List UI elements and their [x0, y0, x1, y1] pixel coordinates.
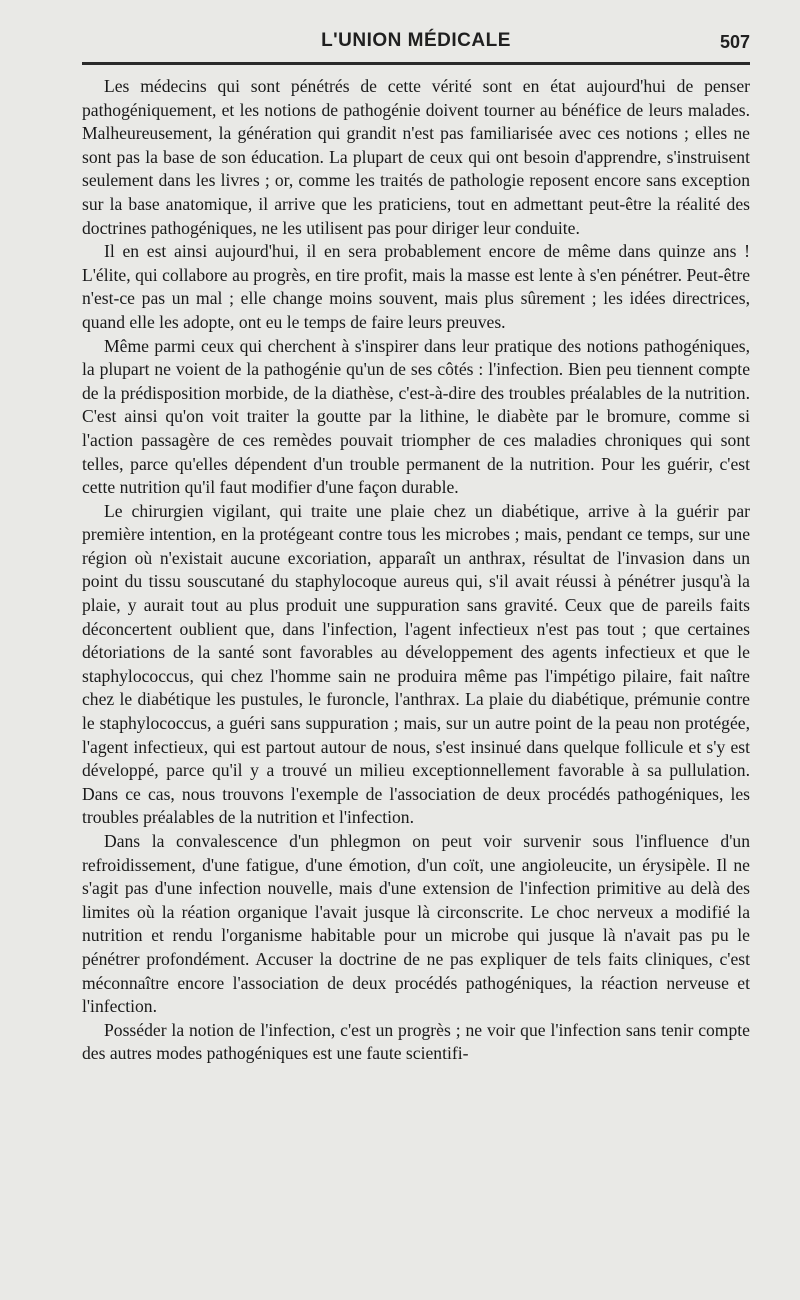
paragraph-4: Le chirurgien vigilant, qui traite une plaie chez un diabétique, arrive à la guérir par première intention, en la protégeant contre tous les microbes ; mais, pendant ce temps, sur une région où n'existait aucune excoriation, apparaît un anthrax, résultat de l'invasion dans un point du tissu souscutané du staphylocoque aureus qui, s'il avait réussi à pénétrer jusqu'à la plaie, y aurait tout au plus produit une suppuration sans gravité. Ceux que de pareils faits déconcertent oublient que, dans l'infection, l'agent infectieux n'est pas tout ; que certaines détoriations de la santé sont favorables au développement des agents infectieux et que le staphylococcus, qui chez l'homme sain ne produira même pas l'impétigo pilaire, fait naître chez le diabétique les pustules, le furoncle, l'anthrax. La plaie du diabétique, prémunie contre le staphylococcus, a guéri sans suppuration ; mais, sur un autre point de la peau non protégée, l'agent infectieux, qui est partout autour de nous, s'est insinué dans quelque follicule et s'y est développé, parce qu'il y a trouvé un milieu exceptionnellement favorable à sa pullulation. Dans ce cas, nous trouvons l'exemple de l'association de deux procédés pathogéniques, les troubles préalables de la nutrition et l'infection.: [82, 500, 750, 828]
page-number: 507: [719, 32, 750, 52]
paragraph-5: Dans la convalescence d'un phlegmon on peut voir survenir sous l'influence d'un refroidissement, d'une fatigue, d'une émotion, d'un coït, une angioleucite, un érysipèle. Il ne s'agit pas d'une infection nouvelle, mais d'une extension de l'infection primitive au delà des limites où la réation organique l'avait jusque là circonscrite. Le choc nerveux a modifié la nutrition et rendu l'organisme habitable pour un microbe qui jusque là n'avait pas pu le pénétrer profondément. Accuser la doctrine de ne pas expliquer de tels faits cliniques, c'est méconnaître encore l'association de deux procédés pathogéniques, la réaction nerveuse et l'infection.: [82, 831, 750, 1017]
body-text: [82, 75, 750, 1066]
paragraph-2: Il en est ainsi aujourd'hui, il en sera probablement encore de même dans quinze ans ! L'élite, qui collabore au progrès, en tire profit, mais la masse est lente à s'en pénétrer. Peut-être n'est-ce pas un mal ; elle change moins souvent, mais plus sûrement ; les idées directrices, quand elle les adopte, ont eu le temps de faire leurs preuves.: [82, 241, 750, 332]
header-rule: [82, 62, 750, 65]
paragraph-1: Les médecins qui sont pénétrés de cette vérité sont en état aujourd'hui de penser pathogéniquement, et les notions de pathogénie doivent tourner au bénéfice de leurs malades. Malheureusement, la génération qui grandit n'est pas familiarisée avec ces notions ; elles ne sont pas la base de son éducation. La plupart de ceux qui ont besoin d'apprendre, s'instruisent seulement dans les livres ; or, comme les traités de pathologie reposent encore sans exception sur la base anatomique, il arrive que les praticiens, tout en admettant peut-être la réalité des doctrines pathogéniques, ne les utilisent pas pour diriger leur conduite.: [82, 76, 750, 238]
paragraph-6: Posséder la notion de l'infection, c'est un progrès ; ne voir que l'infection sans tenir compte des autres modes pathogéniques est une faute scientifi-: [82, 1019, 750, 1064]
paragraph-3: Même parmi ceux qui cherchent à s'inspirer dans leur pratique des notions pathogéniques, la plupart ne voient de la pathogénie qu'un de ses côtés : l'infection. Bien peu tiennent compte de la prédisposition morbide, de la diathèse, c'est-à-dire des troubles préalables de la nutrition. C'est ainsi qu'on voit traiter la goutte par la lithine, le diabète par le bromure, comme si l'action passagère de ces remèdes pouvait triompher de ces maladies chroniques qui sont telles, parce qu'elles dépendent d'un trouble permanent de la nutrition. Pour les guérir, c'est cette nutrition qu'il faut modifier d'une façon durable.: [82, 335, 750, 498]
journal-title: L'UNION MÉDICALE: [321, 30, 511, 51]
running-header: [82, 24, 750, 58]
